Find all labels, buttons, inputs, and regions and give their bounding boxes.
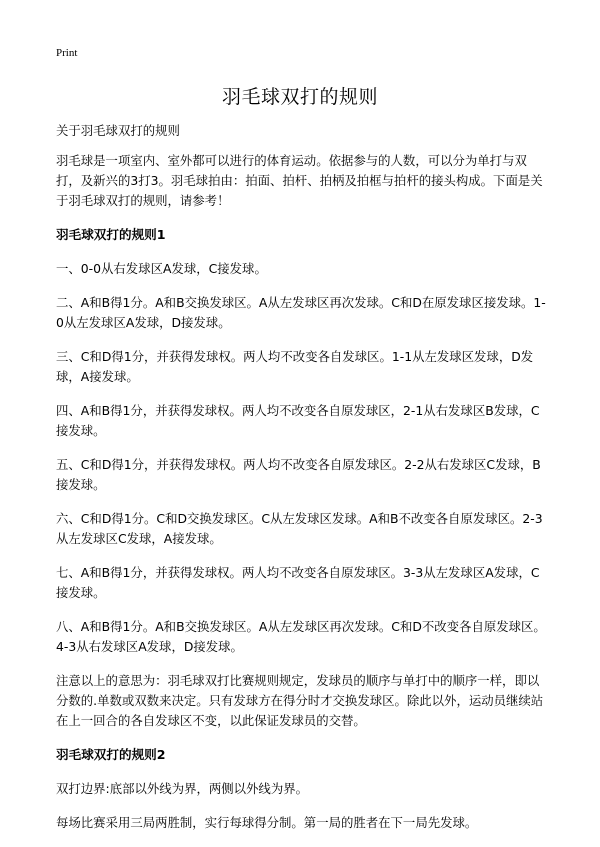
page-title: 羽毛球双打的规则 [221, 86, 378, 108]
rule-paragraph: 五、C和D得1分，并获得发球权。两人均不改变各自原发球区。2-2从右发球区C发球，B接发球。 [56, 457, 541, 492]
intro-heading: 关于羽毛球双打的规则 [56, 123, 180, 138]
rule-paragraph: 四、A和B得1分，并获得发球权。两人均不改变各自原发球区，2-1从右发球区B发球，C接发球。 [56, 403, 540, 438]
rule-paragraph: 六、C和D得1分。C和D交换发球区。C从左发球区发球。A和B不改变各自原发球区。2-3从左发球区C发球，A接发球。 [56, 511, 543, 546]
rule-paragraph: 一、0-0从右发球区A发球，C接发球。 [56, 261, 267, 276]
rule-paragraph: 每场比赛采用三局两胜制，实行每球得分制。第一局的胜者在下一局先发球。 [56, 815, 478, 830]
section-heading-rules-2: 羽毛球双打的规则2 [56, 747, 166, 762]
print-link[interactable]: Print [56, 47, 78, 59]
rule-paragraph: 八、A和B得1分。A和B交换发球区。A从左发球区再次发球。C和D不改变各自原发球区。4-3从右发球区A发球，D接发球。 [56, 619, 546, 654]
section-heading-rules-1: 羽毛球双打的规则1 [56, 227, 166, 242]
rule-paragraph: 七、A和B得1分，并获得发球权。两人均不改变各自原发球区。3-3从左发球区A发球，C接发球。 [56, 565, 540, 600]
rule-paragraph: 二、A和B得1分。A和B交换发球区。A从左发球区再次发球。C和D在原发球区接发球。1-0从左发球区A发球，D接发球。 [56, 295, 546, 330]
intro-paragraph: 羽毛球是一项室内、室外都可以进行的体育运动。依据参与的人数，可以分为单打与双打，及新兴的3打3。羽毛球拍由：拍面、拍杆、拍柄及拍框与拍杆的接头构成。下面是关于羽毛球双打的规则，请参考！ [56, 153, 543, 208]
rule-paragraph: 三、C和D得1分，并获得发球权。两人均不改变各自发球区。1-1从左发球区发球，D发球，A接发球。 [56, 349, 534, 384]
article-body [56, 121, 548, 847]
rule-paragraph: 双打边界:底部以外线为界，两侧以外线为界。 [56, 781, 308, 796]
note-paragraph: 注意以上的意思为：羽毛球双打比赛规则规定，发球员的顺序与单打中的顺序一样，即以分数的.单数或双数来决定。只有发球方在得分时才交换发球区。除此以外，运动员继续站在上一回合的各自发球区不变，以此保证发球员的交替。 [56, 673, 544, 728]
